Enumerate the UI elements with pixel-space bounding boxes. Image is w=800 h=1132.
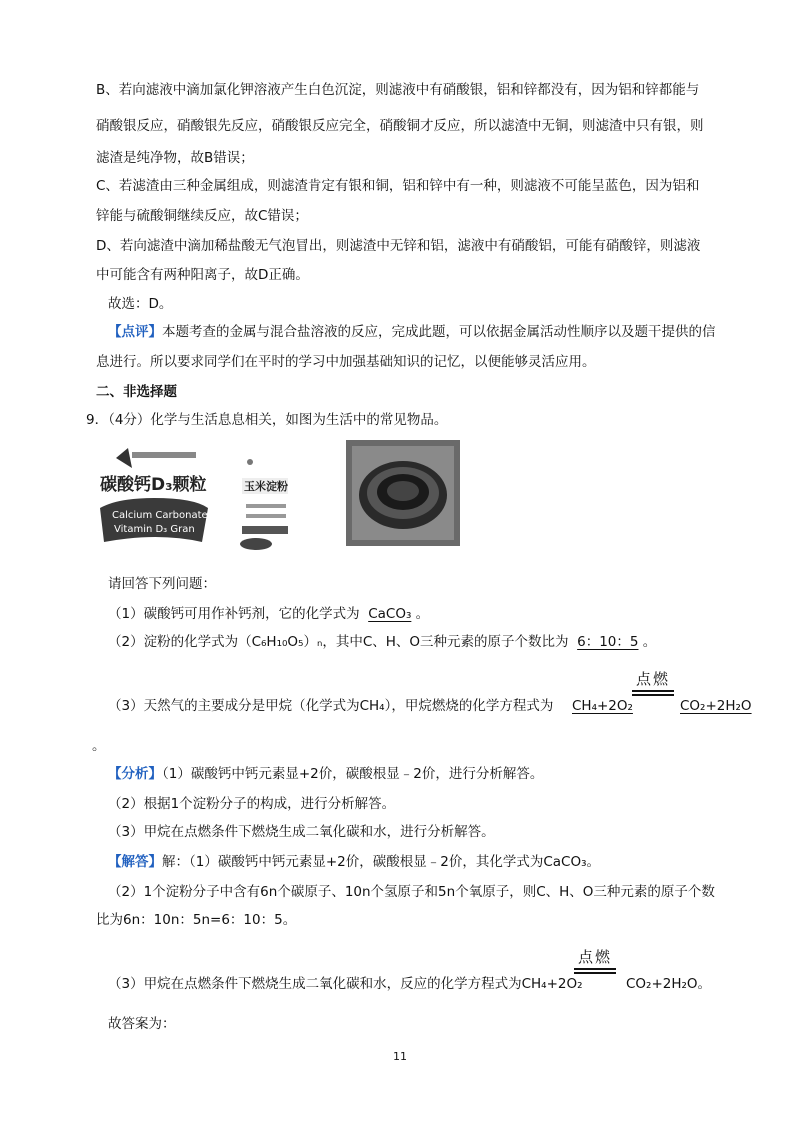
- sub-question-2: （2）淀粉的化学式为（C₆H₁₀O₅）ₙ，其中C、H、O三种元素的原子个数比为 6：10：5 。: [108, 634, 657, 650]
- answer-d-line1: D、若向滤渣中滴加稀盐酸无气泡冒出，则滤渣中无锌和铝，滤液中有硝酸铝，可能有硝酸锌，则滤液: [96, 238, 701, 254]
- q2-text: （2）淀粉的化学式为（C₆H₁₀O₅）ₙ，其中C、H、O三种元素的原子个数比为: [108, 634, 569, 650]
- final-answer-label: 故答案为：: [108, 1016, 176, 1032]
- q3-condition: [636, 668, 670, 689]
- answer-c-line1: C、若滤渣由三种金属组成，则滤渣肯定有银和铜，铝和锌中有一种，则滤液不可能呈蓝色，因为铝和: [96, 178, 700, 194]
- analysis-line2: （2）根据1个淀粉分子的构成，进行分析解答。: [108, 796, 396, 812]
- sol3-condition-bar-1: [574, 968, 616, 970]
- calcium-label-en2: Vitamin D₃ Gran: [114, 524, 195, 535]
- sub-question-1: （1）碳酸钙可用作补钙剂，它的化学式为 CaCO₃ 。: [108, 606, 430, 622]
- q3-answer-rhs: CO₂+2H₂O: [680, 698, 752, 714]
- answer-b-line2: 硝酸银反应，硝酸银先反应，硝酸银反应完全，硝酸铜才反应，所以滤渣中无铜，则滤渣中只有银，则: [96, 118, 704, 134]
- q3-condition-bar-1: [632, 690, 674, 692]
- question-9: 9．（4分）化学与生活息息相关，如图为生活中的常见物品。: [86, 412, 448, 428]
- q3-answer-lhs: CH₄+2O₂: [572, 698, 633, 714]
- solution-tag: 【解答】: [108, 854, 162, 870]
- q3-condition-bar-2: [632, 694, 674, 696]
- answer-b-line3: 滤渣是纯净物，故B错误；: [96, 150, 254, 166]
- q3-text: （3）天然气的主要成分是甲烷（化学式为CH₄），甲烷燃烧的化学方程式为: [108, 698, 554, 714]
- q1-text: （1）碳酸钙可用作补钙剂，它的化学式为: [108, 606, 360, 622]
- section-title: 二、非选择题: [96, 384, 177, 400]
- sub-question-3: [108, 696, 553, 716]
- starch-package-image: [230, 456, 296, 552]
- choice-line: 故选：D。: [108, 296, 173, 312]
- solution-line1: [108, 852, 600, 872]
- review-line1: [108, 322, 716, 342]
- ask-line: 请回答下列问题：: [108, 576, 216, 592]
- page-number: 11: [393, 1050, 407, 1063]
- answer-c-line2: 锌能与硫酸铜继续反应，故C错误；: [96, 208, 308, 224]
- calcium-label-top: 碳酸钙D₃颗粒: [100, 475, 207, 495]
- sol3-condition: [578, 946, 612, 967]
- analysis-line3: （3）甲烷在点燃条件下燃烧生成二氧化碳和水，进行分析解答。: [108, 824, 495, 840]
- review-line2: 息进行。所以要求同学们在平时的学习中加强基础知识的记忆，以便能够灵活应用。: [96, 354, 596, 370]
- answer-b-line1: B、若向滤液中滴加氯化钾溶液产生白色沉淀，则滤液中有硝酸银，铝和锌都没有，因为铝和锌都能与: [96, 82, 700, 98]
- calcium-package-image: [98, 446, 210, 546]
- solution-line3-rhs: CO₂+2H₂O。: [626, 976, 712, 992]
- q2-answer: 6：10：5: [577, 634, 639, 650]
- analysis-text1: （1）碳酸钙中钙元素显+2价，碳酸根显﹣2价，进行分析解答。: [162, 766, 544, 782]
- gas-stove-image: [346, 440, 460, 546]
- review-tag: 【点评】: [108, 324, 162, 340]
- starch-label-title: 玉米淀粉: [244, 480, 288, 493]
- answer-d-line2: 中可能含有两种阳离子，故D正确。: [96, 267, 309, 283]
- solution-line2a: （2）1个淀粉分子中含有6n个碳原子、10n个氢原子和5n个氧原子，则C、H、O三种元素的原子个数: [108, 884, 715, 900]
- q1-answer: CaCO₃: [368, 606, 412, 622]
- q3-end-mark: 。: [92, 738, 106, 754]
- solution-line2b: 比为6n：10n：5n=6：10：5。: [96, 912, 297, 928]
- solution-line3: （3）甲烷在点燃条件下燃烧生成二氧化碳和水，反应的化学方程式为CH₄+2O₂: [108, 976, 583, 992]
- sol3-condition-text: 点燃: [578, 948, 613, 966]
- review-text1: 本题考查的金属与混合盐溶液的反应，完成此题，可以依据金属活动性顺序以及题干提供的信: [162, 324, 716, 340]
- q3-condition-text: 点燃: [636, 670, 671, 688]
- calcium-label-en1: Calcium Carbonate: [112, 510, 208, 521]
- analysis-tag: 【分析】: [108, 766, 162, 782]
- analysis-line1: [108, 764, 543, 784]
- solution-text1: 解：（1）碳酸钙中钙元素显+2价，碳酸根显﹣2价，其化学式为CaCO₃。: [162, 854, 600, 870]
